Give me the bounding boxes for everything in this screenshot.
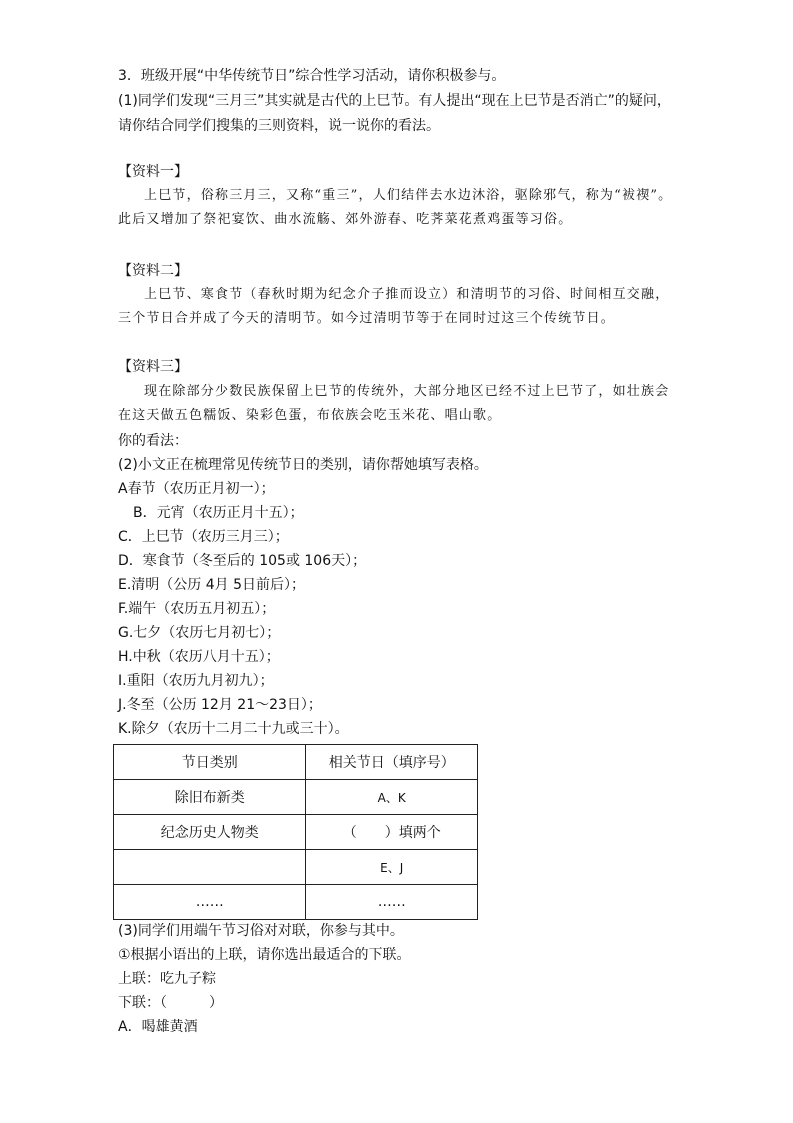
question-title: 3．班级开展“中华传统节日”综合性学习活动，请你积极参与。: [118, 68, 506, 84]
festival-item: H.中秋（农历八月十五）；: [118, 649, 280, 665]
table-header-row: [114, 745, 478, 780]
part2-prompt: (2)小文正在梳理常见传统节日的类别，请你帮她填写表格。: [118, 457, 488, 473]
festival-item: J.冬至（公历 12月 21～23日）；: [118, 697, 322, 713]
table-cell-category: ……: [114, 885, 306, 920]
couplet-upper: 上联：吃九子粽: [118, 971, 216, 987]
part3-sub1: ①根据小语出的上联，请你选出最适合的下联。: [118, 947, 411, 963]
material-1-text: 上巳节，俗称三月三，又称“重三”，人们结伴去水边沐浴，驱除邪气，称为“袚禊”。此后又增加了祭祀宴饮、曲水流觞、郊外游春、吃荠菜花煮鸡蛋等习俗。: [118, 188, 673, 227]
festival-item: A春节（农历正月初一）；: [118, 481, 275, 497]
table-cell-category: 纪念历史人物类: [114, 815, 306, 850]
table-row: [114, 780, 478, 815]
part3-prompt: (3)同学们用端午节习俗对对联，你参与其中。: [118, 923, 404, 939]
material-1-heading: 【资料一】: [118, 164, 188, 180]
table-cell-category-blank[interactable]: [114, 850, 306, 885]
table-cell-festivals: E、J: [306, 850, 478, 885]
festival-item: F.端午（农历五月初五）；: [118, 601, 276, 617]
material-2-text: 上巳节、寒食节（春秋时期为纪念介子推而设立）和清明节的习俗、时间相互交融，三个节日合并成了今天的清明节。如今过清明节等于在同时过这三个传统节日。: [118, 287, 670, 326]
material-3-text: 现在除部分少数民族保留上巳节的传统外，大部分地区已经不过上巳节了，如壮族会在这天做五色糯饭、染彩色蛋，布依族会吃玉米花、唱山歌。: [118, 384, 670, 423]
table-cell-answer-blank[interactable]: （ ）填两个: [306, 815, 478, 850]
festival-item: D．寒食节（冬至后的 105或 106天）；: [118, 553, 367, 569]
festival-item: I.重阳（农历九月初九）；: [118, 673, 274, 689]
couplet-lower-blank[interactable]: 下联：（ ）: [118, 995, 223, 1011]
festival-item: C．上巳节（农历三月三）；: [118, 529, 289, 545]
table-row: [114, 850, 478, 885]
festival-item: K.除夕（农历十二月二十九或三十）。: [118, 721, 349, 737]
table-cell-festivals: ……: [306, 885, 478, 920]
festival-item: B．元宵（农历正月十五）；: [133, 505, 304, 521]
table-row: [114, 885, 478, 920]
festival-category-table: [113, 744, 478, 920]
material-3-heading: 【资料三】: [118, 359, 188, 375]
part1-prompt: (1)同学们发现“三月三”其实就是古代的上巳节。有人提出“现在上巳节是否消亡”的疑问，请你结合同学们搜集的三则资料，说一说你的看法。: [118, 93, 671, 134]
festival-item: E.清明（公历 4月 5日前后）；: [118, 577, 306, 593]
material-2-heading: 【资料二】: [118, 263, 188, 279]
festival-item: G.七夕（农历七月初七）；: [118, 625, 281, 641]
table-cell-category: 除旧布新类: [114, 780, 306, 815]
table-header-category: 节日类别: [114, 745, 306, 780]
option-a[interactable]: A．喝雄黄酒: [118, 1019, 198, 1035]
table-header-festivals: 相关节日（填序号）: [306, 745, 478, 780]
your-view-label: 你的看法：: [118, 433, 188, 449]
table-cell-festivals: A、K: [306, 780, 478, 815]
table-row: [114, 815, 478, 850]
